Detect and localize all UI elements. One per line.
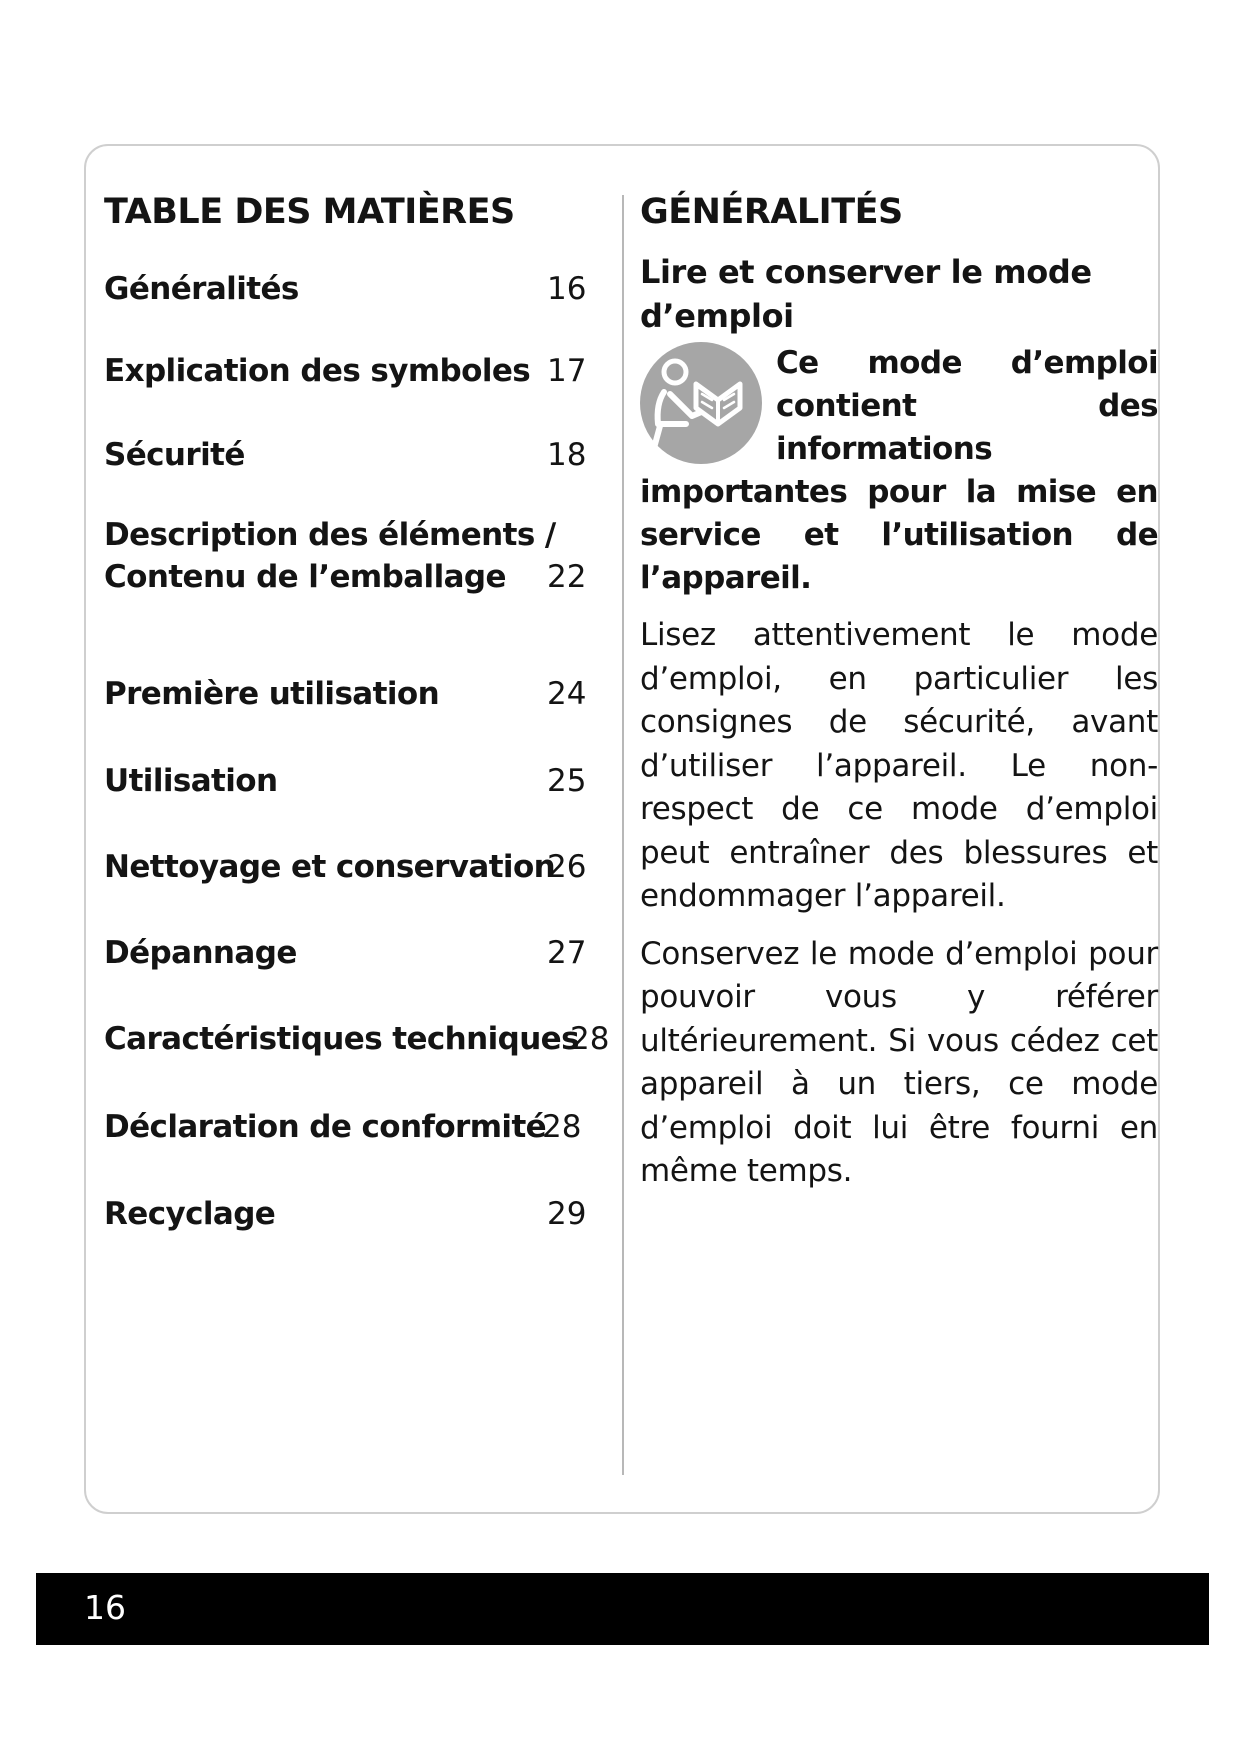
toc-entry-label: Caractéristiques techniques: [104, 1021, 579, 1057]
toc-entry-label: Recyclage: [104, 1196, 276, 1232]
toc-entry-label: Première utilisation: [104, 676, 440, 712]
toc-entry-page: 25: [547, 763, 587, 799]
intro-block: [640, 342, 1158, 600]
toc-entry-label: Déclaration de conformité: [104, 1109, 547, 1145]
toc-entry-label: Utilisation: [104, 763, 278, 799]
toc-entry-page: 26: [547, 849, 587, 885]
toc-entry-page: 29: [547, 1196, 587, 1232]
toc-entry-premiere-utilisation[interactable]: [104, 673, 606, 715]
toc-entry-label: Sécurité: [104, 437, 245, 473]
toc-entry-page: 24: [547, 676, 587, 712]
toc-entry-description[interactable]: [104, 514, 606, 598]
toc-entry-depannage[interactable]: [104, 932, 606, 974]
toc-entry-label-line1: Description des éléments /: [104, 517, 556, 553]
column-divider: [622, 195, 624, 1475]
toc-entry-caracteristiques[interactable]: [104, 1018, 610, 1060]
read-manual-icon: [640, 342, 762, 464]
toc-entry-recyclage[interactable]: [104, 1193, 606, 1235]
generalites-heading: GÉNÉRALITÉS: [640, 192, 903, 232]
toc-entry-utilisation[interactable]: [104, 760, 606, 802]
generalites-section: [640, 250, 1158, 1194]
generalites-paragraph-1: Lisez attentivement le mode d’emploi, en particulier les consignes de sécurité, avant d’utiliser l’appareil. Le non-respect de ce mode d’emploi peut entraîner des blessures et endommager l’appareil.: [640, 617, 1158, 914]
toc-entry-page: 28: [570, 1021, 610, 1057]
toc-entry-securite[interactable]: [104, 434, 606, 476]
toc-entry-page: 22: [547, 559, 587, 595]
toc-entry-label: Dépannage: [104, 935, 297, 971]
toc-entry-page: 28: [542, 1109, 582, 1145]
generalites-paragraph-2: Conservez le mode d’emploi pour pouvoir vous y référer ultérieurement. Si vous cédez cet appareil à un tiers, ce mode d’emploi doit lui être fourni en même temps.: [640, 935, 1158, 1189]
toc-entry-page: 17: [547, 353, 587, 389]
toc-entry-symboles[interactable]: [104, 350, 606, 392]
toc-entry-label: Explication des symboles: [104, 353, 531, 389]
footer-bar: [36, 1573, 1209, 1645]
toc-heading: TABLE DES MATIÈRES: [104, 192, 515, 232]
page-number: 16: [84, 1588, 126, 1627]
toc-entry-nettoyage[interactable]: [104, 846, 606, 888]
intro-text: Ce mode d’emploi contient des informations importantes pour la mise en service et l’utilisation de l’appareil.: [640, 345, 1158, 596]
toc-entry-declaration[interactable]: [104, 1106, 606, 1148]
toc-entry-label-line2: Contenu de l’emballage: [104, 559, 506, 595]
toc-entry-page: 27: [547, 935, 587, 971]
toc-entry-generalites[interactable]: [104, 268, 606, 310]
toc-entry-label: Nettoyage et conservation: [104, 849, 556, 885]
toc-entry-label: Généralités: [104, 271, 299, 307]
toc-entry-page: 16: [547, 271, 587, 307]
generalites-subheading: Lire et conserver le mode d’emploi: [640, 253, 1092, 335]
toc-entry-page: 18: [547, 437, 587, 473]
